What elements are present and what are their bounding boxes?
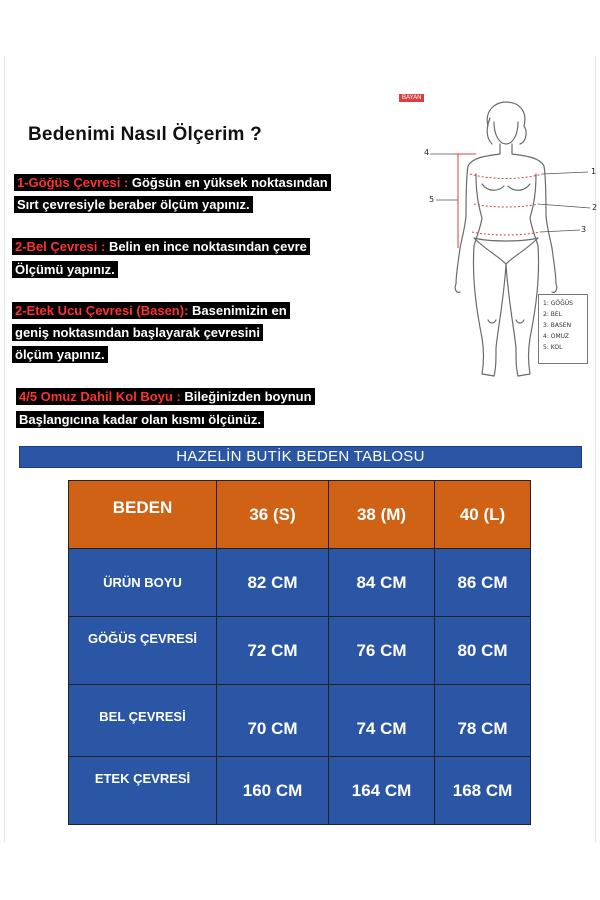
header-size-s: 36 (S) <box>217 481 329 549</box>
cell-value: 80 CM <box>435 617 531 685</box>
legend-item: 4: OMUZ <box>543 333 570 340</box>
cell-value: 160 CM <box>217 757 329 825</box>
table-row <box>69 685 531 757</box>
marker-4: 4 <box>424 148 430 157</box>
cell-value: 82 CM <box>217 549 329 617</box>
omuz-text-1: Bileğinizden boynun <box>180 389 312 404</box>
bel-line-1 <box>12 238 310 256</box>
etek-line-3 <box>12 346 108 364</box>
gogus-line-2 <box>14 196 253 214</box>
marker-1: 1 <box>591 167 597 176</box>
legend-item: 2: BEL <box>543 311 562 318</box>
header-beden: BEDEN <box>69 481 217 549</box>
etek-line-1 <box>12 302 290 320</box>
etek-text-1: Basenimizin en <box>188 303 287 318</box>
table-row <box>69 617 531 685</box>
cell-value: 70 CM <box>217 685 329 757</box>
figure-legend <box>538 294 588 364</box>
cell-value: 86 CM <box>435 549 531 617</box>
gogus-line-1 <box>14 174 331 192</box>
cell-value: 72 CM <box>217 617 329 685</box>
marker-2: 2 <box>592 203 598 212</box>
omuz-label: 4/5 Omuz Dahil Kol Boyu : <box>19 389 181 404</box>
cell-value: 78 CM <box>435 685 531 757</box>
gogus-text-1: Göğsün en yüksek noktasından <box>128 175 328 190</box>
row-label-etek: ETEK ÇEVRESİ <box>69 757 217 825</box>
cell-value: 76 CM <box>329 617 435 685</box>
cell-value: 84 CM <box>329 549 435 617</box>
omuz-text-2: Başlangıcına kadar olan kısmı ölçünüz. <box>16 411 264 428</box>
etek-text-2: geniş noktasından başlayarak çevresini <box>12 324 263 341</box>
etek-line-2 <box>12 324 263 342</box>
cell-value: 168 CM <box>435 757 531 825</box>
table-row <box>69 757 531 825</box>
row-label-bel: BEL ÇEVRESİ <box>69 685 217 757</box>
etek-text-3: ölçüm yapınız. <box>12 346 108 363</box>
etek-label: 2-Etek Ucu Çevresi (Basen): <box>15 303 189 318</box>
row-label-urun-boyu: ÜRÜN BOYU <box>69 549 217 617</box>
legend-item: 1: GÖĞÜS <box>543 300 573 307</box>
table-row <box>69 549 531 617</box>
cell-value: 74 CM <box>329 685 435 757</box>
row-label-gogus: GÖĞÜS ÇEVRESİ <box>69 617 217 685</box>
marker-5: 5 <box>429 195 435 204</box>
bel-text-1: Belin en ince noktasından çevre <box>105 239 307 254</box>
header-size-m: 38 (M) <box>329 481 435 549</box>
gogus-label: 1-Göğüs Çevresi : <box>17 175 129 190</box>
legend-item: 5: KOL <box>543 344 563 351</box>
marker-3: 3 <box>581 225 587 234</box>
page-title: Bedenimi Nasıl Ölçerim ? <box>28 124 262 145</box>
header-size-l: 40 (L) <box>435 481 531 549</box>
bel-line-2 <box>12 261 118 279</box>
gogus-text-2: Sırt çevresiyle beraber ölçüm yapınız. <box>14 196 253 213</box>
bel-label: 2-Bel Çevresi : <box>15 239 106 254</box>
size-table <box>68 480 531 825</box>
omuz-line-1 <box>16 388 315 406</box>
omuz-line-2 <box>16 411 264 429</box>
figure-tag: BAYAN <box>399 94 424 102</box>
size-table-banner: HAZELİN BUTİK BEDEN TABLOSU <box>19 446 582 468</box>
legend-item: 3: BASEN <box>543 322 572 329</box>
bel-text-2: Ölçümü yapınız. <box>12 261 118 278</box>
cell-value: 164 CM <box>329 757 435 825</box>
